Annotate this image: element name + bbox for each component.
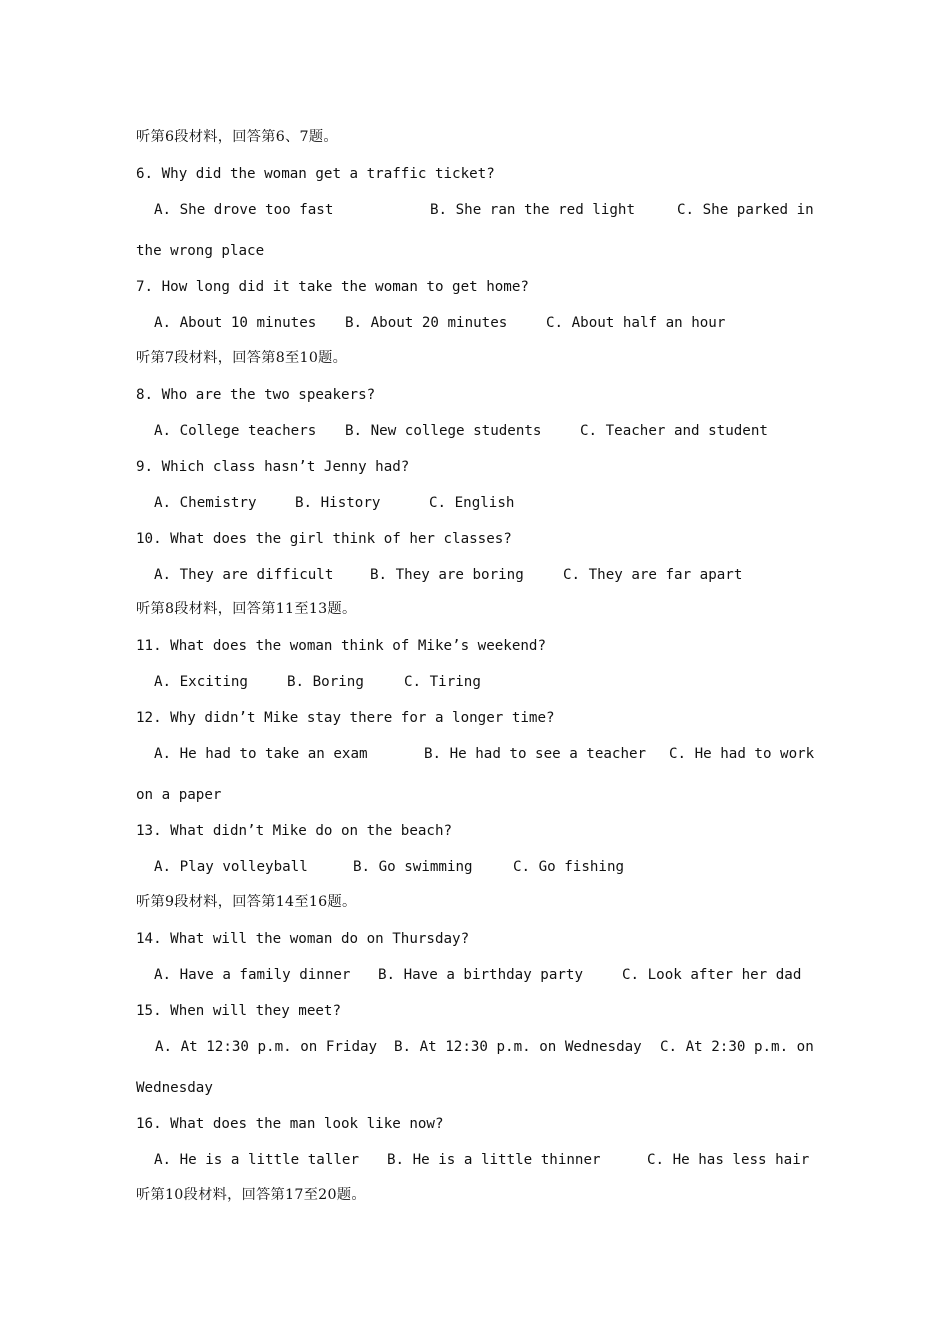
q15-option-c: C. At 2:30 p.m. on [660,1039,814,1055]
q10-option-a: A. They are difficult [154,567,334,583]
q7-option-a: A. About 10 minutes [154,315,317,331]
question-7: 7. How long did it take the woman to get home? [136,279,529,295]
q10-option-c: C. They are far apart [563,567,743,583]
q7-option-c: C. About half an hour [546,315,726,331]
q6-option-c: C. She parked in [677,202,814,218]
q11-option-c: C. Tiring [404,674,481,690]
q16-option-b: B. He is a little thinner [387,1152,601,1168]
question-9: 9. Which class hasn’t Jenny had? [136,459,410,475]
question-8: 8. Who are the two speakers? [136,387,376,403]
question-10: 10. What does the girl think of her classes? [136,531,512,547]
question-15: 15. When will they meet? [136,1003,341,1019]
question-14: 14. What will the woman do on Thursday? [136,931,470,947]
q15-option-a: A. At 12:30 p.m. on Friday [155,1039,378,1055]
q16-option-c: C. He has less hair [647,1152,810,1168]
q14-option-b: B. Have a birthday party [378,967,583,983]
question-13: 13. What didn’t Mike do on the beach? [136,823,453,839]
q9-option-c: C. English [429,495,515,511]
q7-option-b: B. About 20 minutes [345,315,508,331]
question-11: 11. What does the woman think of Mike’s weekend? [136,638,546,654]
q11-option-b: B. Boring [287,674,364,690]
q6-option-c-continued: the wrong place [136,243,265,259]
section-heading-8: 听第8段材料，回答第11至13题。 [136,601,357,617]
q12-option-c-continued: on a paper [136,787,222,803]
q16-option-a: A. He is a little taller [154,1152,359,1168]
q12-option-c: C. He had to work [669,746,815,762]
q8-option-a: A. College teachers [154,423,317,439]
question-12: 12. Why didn’t Mike stay there for a longer time? [136,710,555,726]
section-heading-9: 听第9段材料，回答第14至16题。 [136,894,357,910]
q6-option-b: B. She ran the red light [430,202,635,218]
q12-option-a: A. He had to take an exam [154,746,368,762]
q6-option-a: A. She drove too fast [154,202,334,218]
question-16: 16. What does the man look like now? [136,1116,444,1132]
q13-option-c: C. Go fishing [513,859,625,875]
q9-option-b: B. History [295,495,381,511]
q10-option-b: B. They are boring [370,567,524,583]
section-heading-7: 听第7段材料，回答第8至10题。 [136,350,348,366]
question-6: 6. Why did the woman get a traffic ticket? [136,166,495,182]
section-heading-6: 听第6段材料，回答第6、7题。 [136,129,338,145]
q8-option-b: B. New college students [345,423,542,439]
q8-option-c: C. Teacher and student [580,423,768,439]
q13-option-b: B. Go swimming [353,859,473,875]
section-heading-10: 听第10段材料，回答第17至20题。 [136,1187,366,1203]
q14-option-a: A. Have a family dinner [154,967,351,983]
q14-option-c: C. Look after her dad [622,967,802,983]
q12-option-b: B. He had to see a teacher [424,746,647,762]
q11-option-a: A. Exciting [154,674,248,690]
q13-option-a: A. Play volleyball [154,859,308,875]
q15-option-c-continued: Wednesday [136,1080,213,1096]
q9-option-a: A. Chemistry [154,495,257,511]
q15-option-b: B. At 12:30 p.m. on Wednesday [394,1039,642,1055]
